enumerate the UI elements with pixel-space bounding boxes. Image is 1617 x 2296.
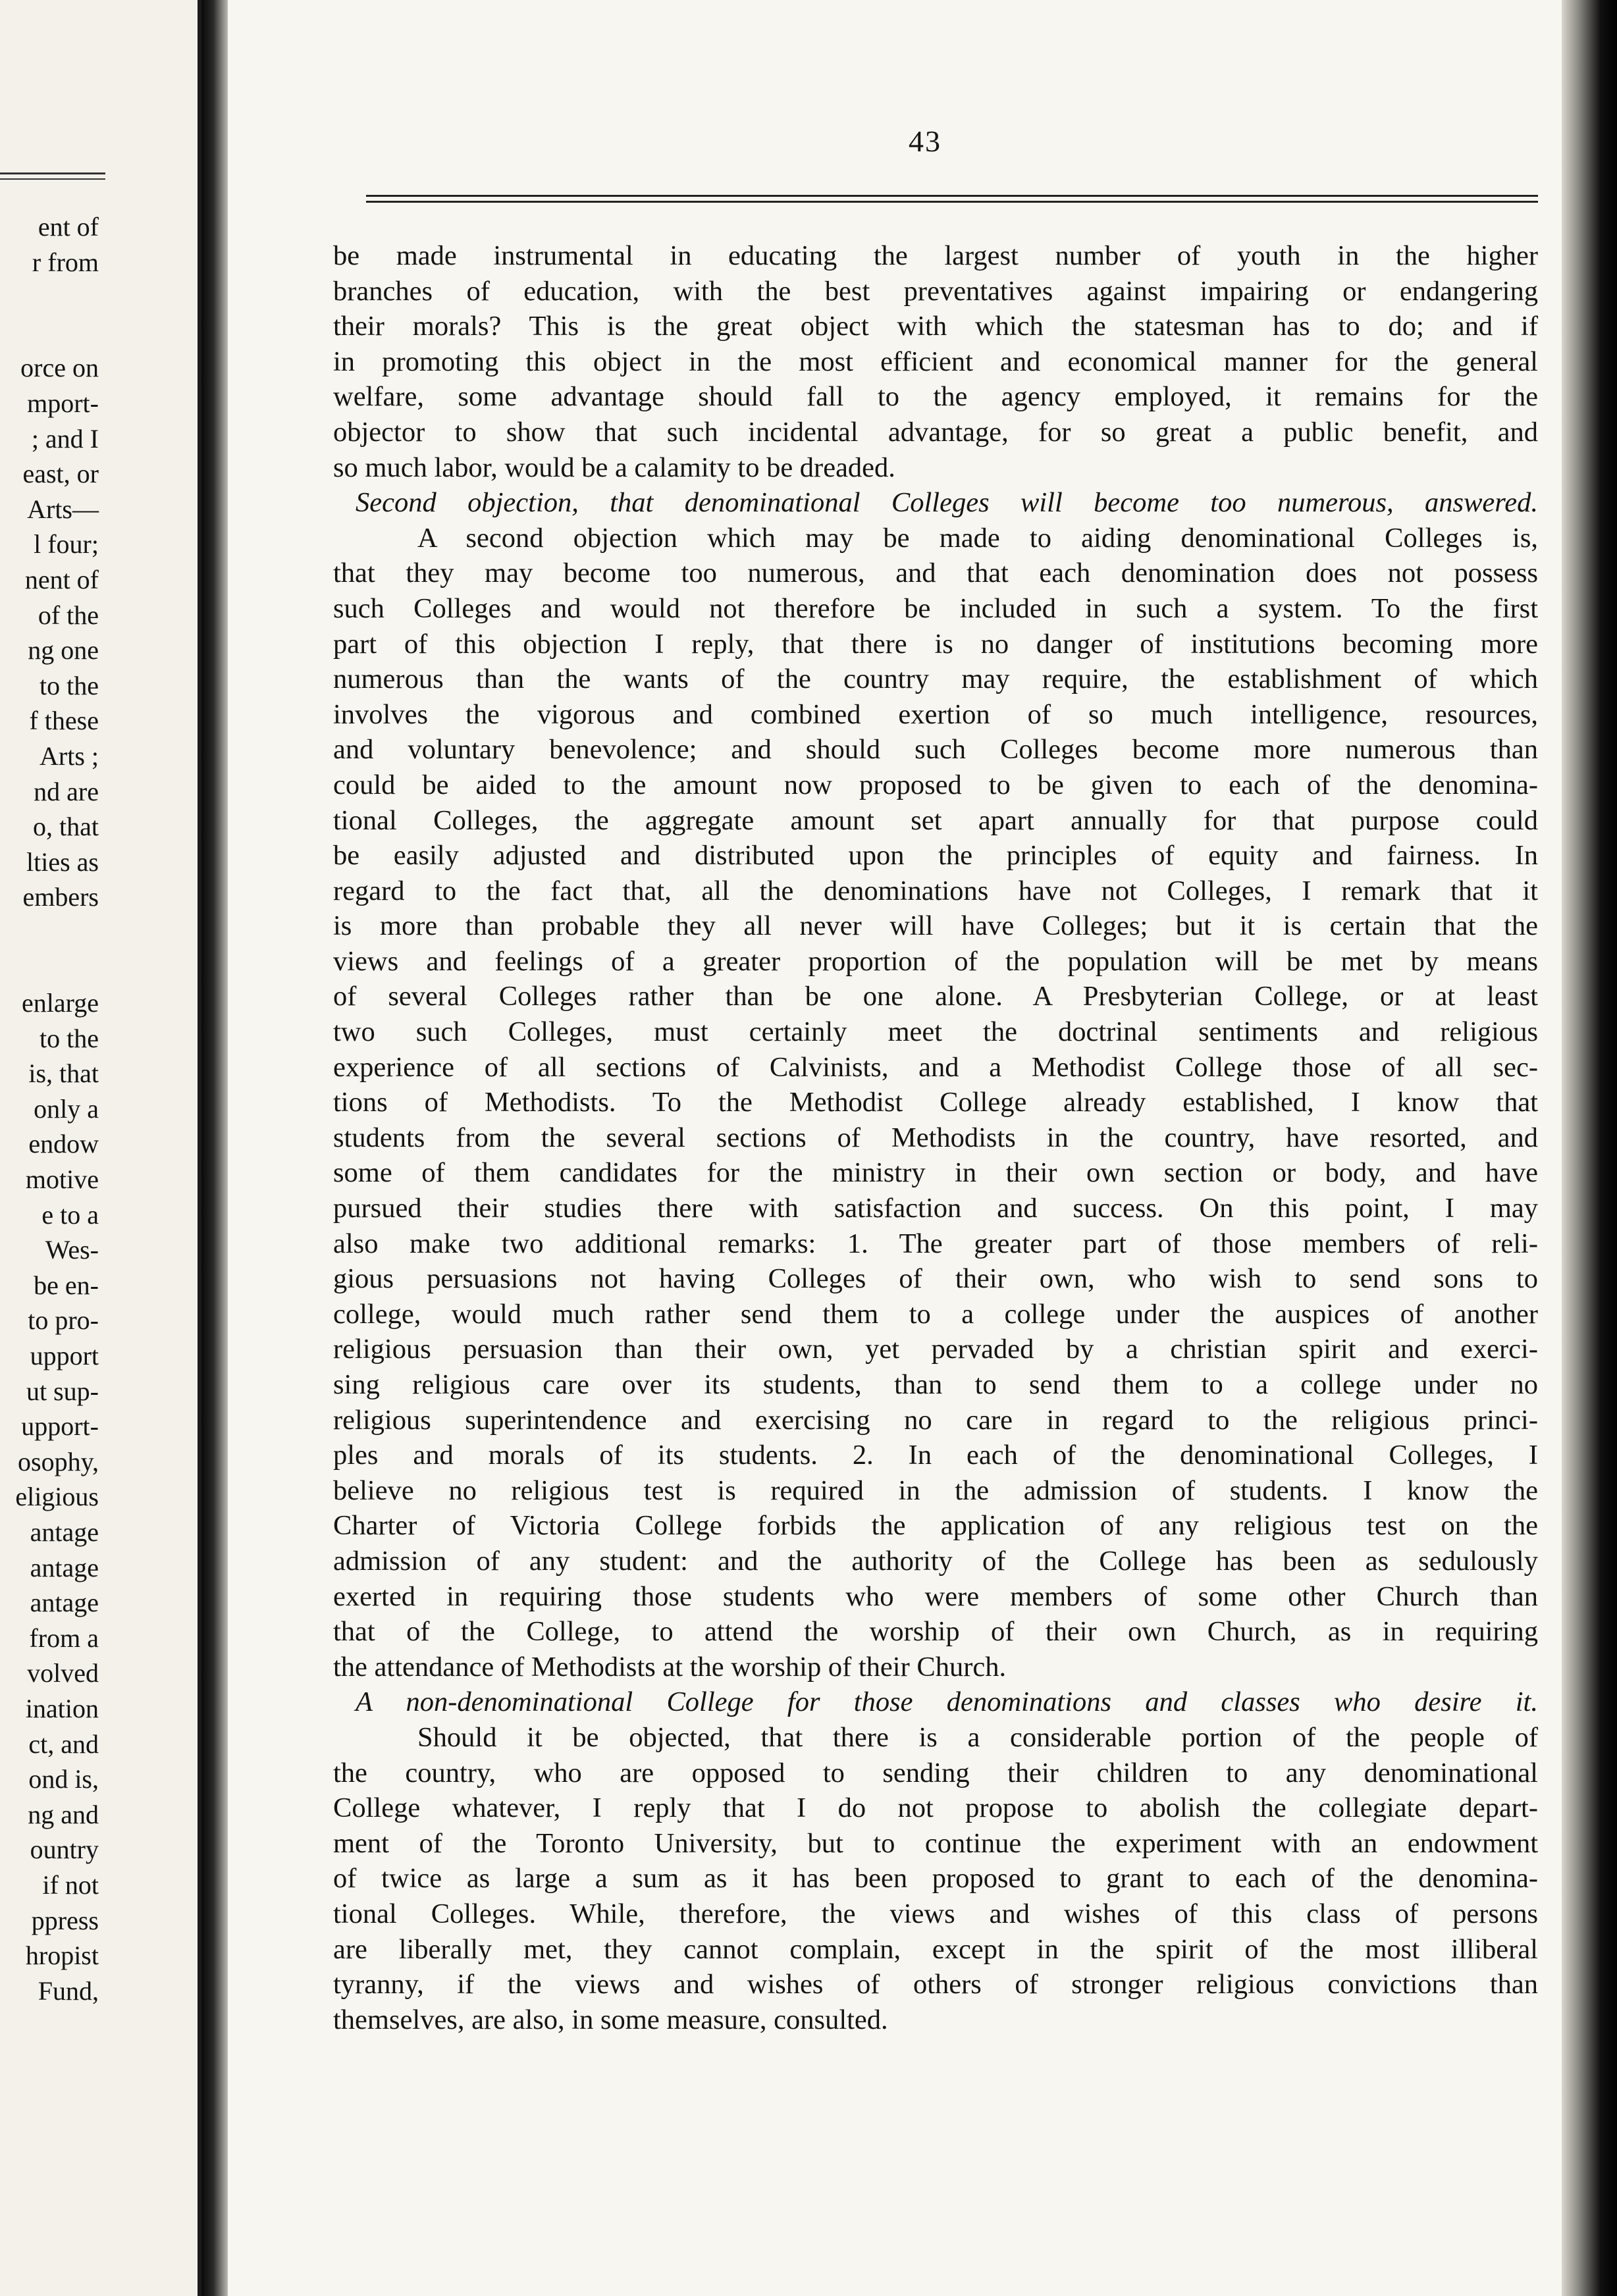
text-line: experience of all sections of Calvinists, and a Methodist College those of all sec-: [333, 1051, 1538, 1083]
page-edge-shadow: [1562, 0, 1617, 2296]
book-gutter: [201, 0, 228, 2296]
text-line: also make two additional remarks: 1. The greater part of those members of reli-: [333, 1228, 1538, 1259]
facing-page-line: ination: [25, 1693, 99, 1723]
facing-page-line: antage: [30, 1517, 99, 1547]
text-line: students from the several sections of Methodists in the country, have resorted, and: [333, 1122, 1538, 1153]
text-line: Charter of Victoria College forbids the application of any religious test on the: [333, 1510, 1538, 1542]
text-line: of several Colleges rather than be one alone. A Presbyterian College, or at least: [333, 981, 1538, 1012]
page-body: [333, 238, 1538, 2037]
facing-page-line: e to a: [41, 1199, 99, 1230]
facing-page-line: of the: [38, 600, 99, 630]
text-line: admission of any student: and the authority of the College has been as sedulously: [333, 1545, 1538, 1577]
facing-page-line: upport: [30, 1341, 99, 1370]
facing-page-line: [15, 950, 99, 985]
facing-page-header-rule: [0, 172, 105, 180]
text-line: some of them candidates for the ministry in their own section or body, and have: [333, 1157, 1538, 1189]
facing-page-line: hropist: [25, 1941, 99, 1971]
text-line: exerted in requiring those students who were members of some other Church than: [333, 1580, 1538, 1612]
facing-page-line: Fund,: [38, 1975, 99, 2006]
facing-page-line: [15, 315, 99, 351]
section-heading-second-objection: Second objection, that denominational Colleges will become too numerous, answered.: [356, 487, 1538, 519]
facing-page-line: ng one: [28, 635, 99, 665]
facing-page-line: mport-: [27, 388, 99, 418]
text-line: A second objection which may be made to aiding denominational Colleges is,: [417, 522, 1538, 554]
text-line: that of the College, to attend the worship of their own Church, as in requiring: [333, 1616, 1538, 1648]
facing-page-text: [15, 209, 99, 2008]
facing-page-line: from a: [29, 1623, 99, 1653]
text-line: college, would much rather send them to a college under the auspices of another: [333, 1298, 1538, 1330]
facing-page-line: r from: [32, 247, 99, 277]
text-line: religious superintendence and exercising no care in regard to the religious princi-: [333, 1404, 1538, 1436]
facing-page-line: f these: [29, 706, 99, 736]
facing-page-line: embers: [22, 882, 99, 912]
text-line: religious persuasion than their own, yet pervaded by a christian spirit and exerci-: [333, 1334, 1538, 1365]
text-line: regard to the fact that, all the denominations have not Colleges, I remark that it: [333, 875, 1538, 906]
text-line: sing religious care over its students, than to send them to a college under no: [333, 1369, 1538, 1400]
text-line: tions of Methodists. To the Methodist College already established, I know that: [333, 1087, 1538, 1118]
facing-page-line: only a: [34, 1093, 99, 1124]
facing-page-left: [0, 0, 201, 2296]
facing-page-line: antage: [30, 1552, 99, 1582]
text-line: and voluntary benevolence; and should such Colleges become more numerous than: [333, 734, 1538, 766]
facing-page-line: nd are: [34, 776, 99, 806]
text-line: welfare, some advantage should fall to the agency employed, it remains for the: [333, 381, 1538, 413]
facing-page-line: if not: [42, 1869, 99, 1900]
facing-page-line: upport-: [21, 1411, 99, 1442]
text-line: is more than probable they all never will have Colleges; but it is certain that the: [333, 910, 1538, 942]
facing-page-line: volved: [27, 1658, 99, 1688]
facing-page-line: enlarge: [22, 988, 99, 1018]
facing-page-line: endow: [28, 1129, 99, 1159]
text-line: ples and morals of its students. 2. In each of the denominational Colleges, I: [333, 1440, 1538, 1471]
paragraph-2: [333, 521, 1538, 1685]
facing-page-line: ent of: [38, 212, 99, 242]
facing-page-line: ct, and: [28, 1729, 99, 1759]
facing-page-line: be en-: [34, 1270, 99, 1300]
facing-page-line: east, or: [22, 459, 99, 489]
facing-page-line: ountry: [30, 1835, 99, 1865]
facing-page-line: Wes-: [45, 1235, 99, 1265]
text-line: numerous than the wants of the country may require, the establishment of which: [333, 664, 1538, 695]
facing-page-line: is, that: [28, 1058, 99, 1089]
text-line: the attendance of Methodists at the worship of their Church.: [333, 1651, 1007, 1683]
facing-page-line: lties as: [26, 847, 99, 877]
facing-page-line: eligious: [15, 1482, 99, 1512]
facing-page-line: ng and: [28, 1799, 99, 1829]
text-line: branches of education, with the best preventatives against impairing or endangering: [333, 275, 1538, 307]
facing-page-line: ond is,: [28, 1764, 99, 1794]
text-line: two such Colleges, must certainly meet the doctrinal sentiments and religious: [333, 1016, 1538, 1048]
text-line: their morals? This is the great object with which the statesman has to do; and if: [333, 311, 1538, 342]
text-line: ment of the Toronto University, but to continue the experiment with an endowment: [333, 1827, 1538, 1859]
text-line: that they may become too numerous, and that each denomination does not possess: [333, 558, 1538, 589]
facing-page-line: ; and I: [31, 423, 99, 454]
page-number: 43: [909, 124, 941, 158]
text-line: objector to show that such incidental advantage, for so great a public benefit, and: [333, 416, 1538, 448]
text-line: themselves, are also, in some measure, consulted.: [333, 2004, 888, 2035]
text-line: such Colleges and would not therefore be included in such a system. To the first: [333, 592, 1538, 624]
text-line: tional Colleges, the aggregate amount set apart annually for that purpose could: [333, 804, 1538, 836]
text-line: of twice as large a sum as it has been proposed to grant to each of the denomina-: [333, 1863, 1538, 1894]
text-line: are liberally met, they cannot complain, except in the spirit of the most illiberal: [333, 1933, 1538, 1965]
paragraph-1: [333, 238, 1538, 485]
facing-page-line: [15, 915, 99, 951]
text-line: in promoting this object in the most efficient and economical manner for the general: [333, 346, 1538, 377]
facing-page-line: Arts—: [27, 494, 99, 524]
facing-page-line: orce on: [20, 353, 99, 383]
facing-page-line: [15, 280, 99, 315]
facing-page-line: Arts ;: [40, 741, 99, 771]
text-line: tional Colleges. While, therefore, the views and wishes of this class of persons: [333, 1898, 1538, 1929]
facing-page-line: ut sup-: [26, 1376, 99, 1406]
facing-page-line: to the: [40, 1023, 99, 1053]
facing-page-line: antage: [30, 1588, 99, 1618]
text-line: views and feelings of a greater proportion of the population will be met by means: [333, 945, 1538, 977]
text-line: involves the vigorous and combined exertion of so much intelligence, resources,: [333, 698, 1538, 730]
text-line: gious persuasions not having Colleges of their own, who wish to send sons to: [333, 1263, 1538, 1295]
text-line: the country, who are opposed to sending their children to any denominational: [333, 1757, 1538, 1788]
facing-page-line: o, that: [33, 812, 99, 842]
text-line: be easily adjusted and distributed upon the principles of equity and fairness. In: [333, 840, 1538, 872]
facing-page-line: osophy,: [18, 1446, 99, 1476]
text-line: could be aided to the amount now proposed to be given to each of the denomina-: [333, 769, 1538, 800]
facing-page-line: nent of: [24, 564, 99, 594]
facing-page-line: to pro-: [28, 1305, 99, 1336]
facing-page-line: motive: [25, 1164, 99, 1195]
text-line: tyranny, if the views and wishes of others of stronger religious convictions than: [333, 1969, 1538, 2000]
facing-page-line: ppress: [31, 1905, 99, 1935]
text-line: be made instrumental in educating the largest number of youth in the higher: [333, 240, 1538, 271]
section-heading-non-denominational: A non-denominational College for those denominations and classes who desire it.: [356, 1686, 1538, 1718]
text-line: pursued their studies there with satisfaction and success. On this point, I may: [333, 1193, 1538, 1224]
text-line: believe no religious test is required in the admission of students. I know the: [333, 1474, 1538, 1506]
facing-page-line: l four;: [34, 529, 99, 560]
facing-page-line: to the: [40, 670, 99, 700]
text-line: Should it be objected, that there is a considerable portion of the people of: [417, 1721, 1538, 1753]
text-line: so much labor, would be a calamity to be dreaded.: [333, 452, 895, 483]
text-line: part of this objection I reply, that there is no danger of institutions becoming more: [333, 628, 1538, 660]
header-double-rule: [366, 195, 1538, 204]
text-line: College whatever, I reply that I do not propose to abolish the collegiate depart-: [333, 1792, 1538, 1824]
paragraph-3: [333, 1720, 1538, 2037]
